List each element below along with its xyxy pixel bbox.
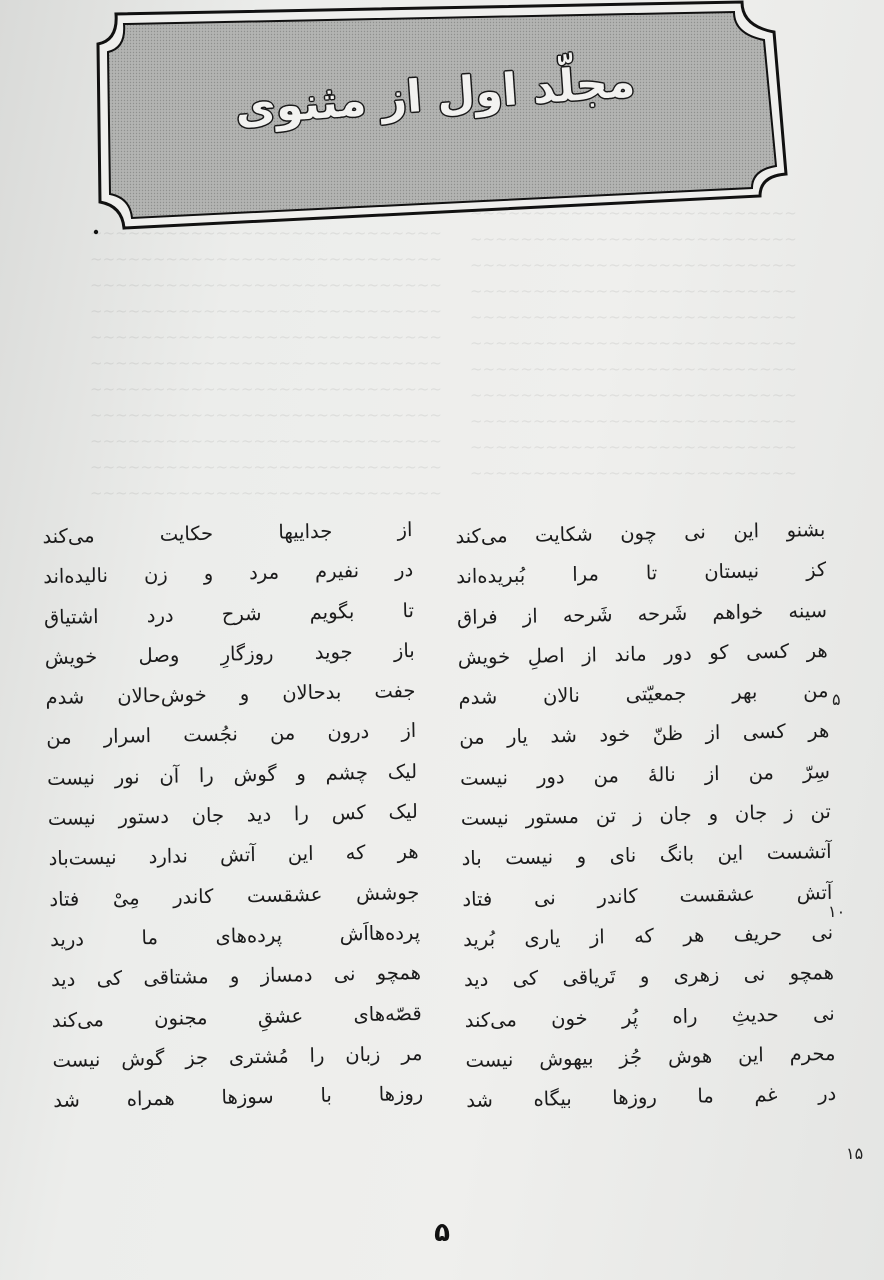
verse-hemistich: باز جوید روزگارِ وصل خویش (44, 638, 415, 669)
verse-hemistich: نی حریف هر که از یاری بُرید (462, 920, 834, 951)
verse-hemistich: نی حدیثِ راه پُر خون می‌کند (464, 1001, 835, 1032)
verse-hemistich: لیک چشم و گوش را آن نور نیست (46, 759, 418, 790)
verse-hemistich: از جداییها حکایت می‌کند (42, 517, 413, 549)
chapter-title: مجلّد اول از مثنوی (233, 55, 637, 135)
left-hemistich-column (42, 510, 424, 1121)
verse-hemistich: همچو نی دمساز و مشتاقی کی دید (50, 961, 422, 992)
verse-hemistich: سینه خواهم شَرحه شَرحه از فراق (456, 598, 828, 629)
verse-hemistich: همچو نی زهری و تَریاقی کی دید (463, 961, 835, 992)
right-hemistich-column (455, 510, 837, 1121)
verse-hemistich: تا بگویم شرح درد اشتیاق (43, 598, 415, 629)
verse-hemistich: محرم این هوش جُز بیهوش نیست (465, 1041, 836, 1072)
verse-hemistich: من بهر جمعیّتی نالان شدم (458, 679, 829, 710)
show-through-text: ~~~~~~~~~~~~~~~~~~~~~~~~~~~~ ~~~~~~~~~~~~~~~~~~~~~~~~~~~~ ~~~~~~~~~~~~~~~~~~~~~~~~~~~~ ~~~~~~~~~~~~~~~~~~~~~~~~~~~~ ~~~~~~~~~~~~~~~~~~~~~~~~~~~~ ~~~~~~~~~~~~~~~~~~~~~~~~~~~~ ~~~~~~~~~~~~~~~~~~~~~~~~~~~~ ~~~~~~~~~~~~~~~~~~~~~~~~~~~~ ~~~~~~~~~~~~~~~~~~~~~~~~~~~~ ~~~~~~~~~~~~~~~~~~~~~~~~~~~~ ~~~~~~~~~~~~~~~~~~~~~~~~~~~~ (90, 224, 442, 502)
verse-hemistich: روزها با سوزها همراه شد (53, 1082, 424, 1113)
verse-hemistich: در نفیرم مرد و زن نالیده‌اند (42, 558, 414, 589)
verse-number-10: ۱۰ (828, 902, 846, 921)
verse-hemistich: بشنو این نی چون شکایت می‌کند (455, 517, 826, 549)
verse-hemistich: هر کسی کو دور ماند از اصلِ خویش (457, 638, 828, 669)
verse-hemistich: سِرّ من از نالهٔ من دور نیست (459, 759, 831, 790)
verse-number-15: ۱۵ (846, 1144, 864, 1163)
verse-number-5: ۵ (832, 690, 841, 709)
verse-hemistich: قصّه‌های عشقِ مجنون می‌کند (51, 1001, 422, 1032)
verse-hemistich: هر که این آتش ندارد نیست‌باد (48, 840, 419, 871)
show-through-text: ~~~~~~~~~~~~~~~~~~~~~~~~~~ ~~~~~~~~~~~~~~~~~~~~~~~~~~ ~~~~~~~~~~~~~~~~~~~~~~~~~~ ~~~~~~~~~~~~~~~~~~~~~~~~~~ ~~~~~~~~~~~~~~~~~~~~~~~~~~ ~~~~~~~~~~~~~~~~~~~~~~~~~~ ~~~~~~~~~~~~~~~~~~~~~~~~~~ ~~~~~~~~~~~~~~~~~~~~~~~~~~ ~~~~~~~~~~~~~~~~~~~~~~~~~~ ~~~~~~~~~~~~~~~~~~~~~~~~~~ ~~~~~~~~~~~~~~~~~~~~~~~~~~ (470, 204, 797, 482)
verse-hemistich: لیک کس را دید جان دستور نیست (47, 800, 419, 831)
verse-hemistich: مر زبان را مُشتری جز گوش نیست (52, 1041, 423, 1072)
verse-hemistich: از درون من نجُست اسرار من (46, 719, 417, 750)
verse-hemistich: آتش عشقست کاندر نی فتاد (462, 880, 833, 911)
verse-hemistich: در غم ما روزها بیگاه شد (466, 1082, 837, 1113)
page-number: ۵ (434, 1218, 450, 1248)
verse-hemistich: جفت بدحالان و خوش‌حالان شدم (45, 679, 416, 710)
verse-hemistich: کز نیستان تا مرا بُبریده‌اند (455, 558, 827, 589)
verse-hemistich: جوشش عشقست کاندر مِیْ فتاد (49, 880, 420, 911)
verse-hemistich: آتشست این بانگ نای و نیست باد (461, 840, 832, 871)
verse-hemistich: تن ز جان و جان ز تن مستور نیست (460, 800, 832, 831)
verse-hemistich: هر کسی از ظنّ خود شد یار من (459, 719, 830, 750)
verse-hemistich: پرده‌هااَش پرده‌های ما درید (49, 920, 421, 951)
